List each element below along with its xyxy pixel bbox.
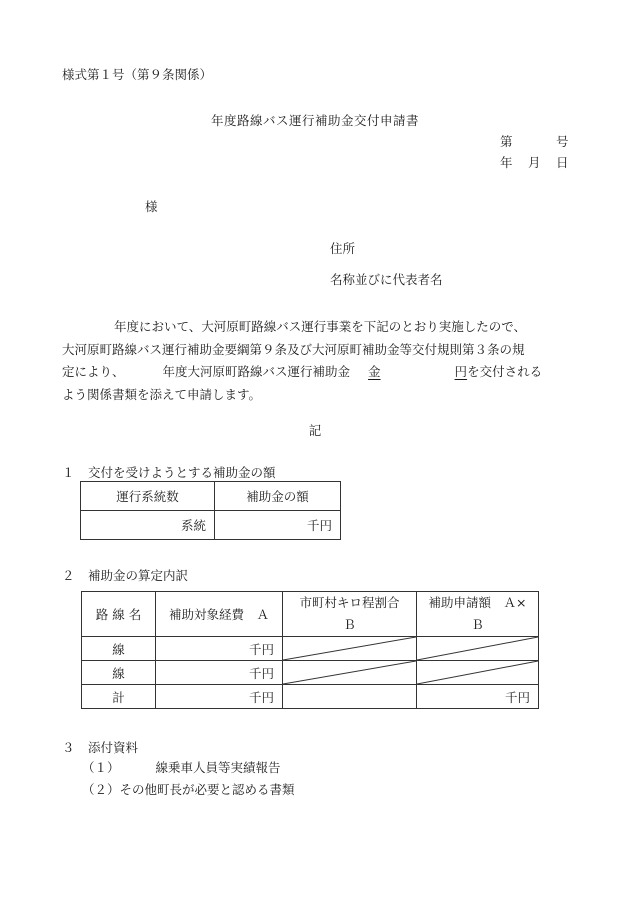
number-go: 号 [556, 134, 569, 149]
diagonal-line [283, 661, 416, 684]
request-cell-diagonal [417, 637, 539, 661]
section1-number: １ [62, 465, 75, 480]
diagonal-line [417, 637, 538, 660]
ratio-cell-diagonal [283, 637, 417, 661]
header-km-ratio-line1: 市町村キロ程割合 [299, 595, 400, 610]
ki-heading: 記 [308, 423, 322, 438]
number-dai: 第 [500, 134, 513, 149]
attachment-item [82, 758, 281, 776]
attachment-item-text: その他町長が必要と認める書類 [119, 782, 295, 797]
section1-heading [62, 463, 276, 481]
cost-cell: 千円 [156, 661, 283, 685]
body-seg7: を交付される [467, 364, 543, 379]
cost-cell: 千円 [156, 637, 283, 661]
body-seg5: 金 [368, 364, 381, 379]
route-name-cell: 線 [82, 661, 156, 685]
section2-number: ２ [62, 568, 75, 583]
request-cell-diagonal [417, 661, 539, 685]
header-route-count: 運行系統数 [81, 482, 215, 511]
body-seg8: よう関係書類を添えて申請します。 [62, 386, 262, 402]
form-label: 様式第１号（第９条関係） [62, 67, 213, 82]
date-month: 月 [528, 155, 541, 170]
section3-title: 添付資料 [88, 740, 139, 755]
total-ratio-cell [283, 685, 417, 709]
application-body-text [62, 316, 568, 406]
attachment-item-text: 線乗車人員等実績報告 [155, 760, 281, 775]
body-seg2: 大河原町路線バス運行補助金要綱第９条及び大河原町補助金等交付規則第３条の規 [62, 341, 525, 357]
attachment-item-number: （１） [82, 760, 120, 775]
header-request-line2: Ｂ [471, 617, 484, 632]
total-label-cell: 計 [82, 685, 156, 709]
body-seg4: 年度大河原町路線バス運行補助金 [162, 364, 351, 379]
total-cost-cell: 千円 [156, 685, 283, 709]
date-day: 日 [556, 155, 569, 170]
ratio-cell-diagonal [283, 661, 417, 685]
header-subsidy-amount: 補助金の額 [215, 482, 341, 511]
address-label: 住所 [330, 241, 356, 256]
document-title: 年度路線バス運行補助金交付申請書 [210, 113, 419, 128]
addressee-sama: 様 [145, 199, 158, 214]
section3-number: ３ [62, 740, 75, 755]
subsidy-amount-table [80, 481, 341, 540]
total-request-cell: 千円 [417, 685, 539, 709]
route-name-cell: 線 [82, 637, 156, 661]
header-route-name: 路 線 名 [82, 592, 156, 637]
route-count-cell: 系統 [81, 511, 215, 540]
diagonal-line [417, 661, 538, 684]
header-km-ratio-line2: Ｂ [343, 617, 356, 632]
date-year: 年 [500, 155, 513, 170]
representative-name-label: 名称並びに代表者名 [330, 272, 443, 287]
section2-title: 補助金の算定内訳 [88, 568, 189, 583]
body-seg3: 定により、 [62, 364, 125, 379]
header-request-amount [417, 592, 539, 637]
body-seg1: 年度において、大河原町路線バス運行事業を下記のとおり実施したので、 [114, 319, 527, 334]
header-km-ratio [283, 592, 417, 637]
section2-heading [62, 566, 188, 584]
diagonal-line [283, 637, 416, 660]
header-eligible-cost: 補助対象経費 Ａ [156, 592, 283, 637]
attachment-item [82, 780, 295, 798]
attachment-item-number: （２） [82, 782, 120, 797]
subsidy-amount-cell: 千円 [215, 511, 341, 540]
calculation-breakdown-table [81, 591, 539, 709]
amount-underline [368, 364, 467, 379]
header-request-line1: 補助申請額 Ａ× [428, 595, 527, 610]
section1-title: 交付を受けようとする補助金の額 [88, 465, 276, 480]
body-seg6: 円 [454, 364, 468, 379]
section3-heading [62, 738, 138, 756]
